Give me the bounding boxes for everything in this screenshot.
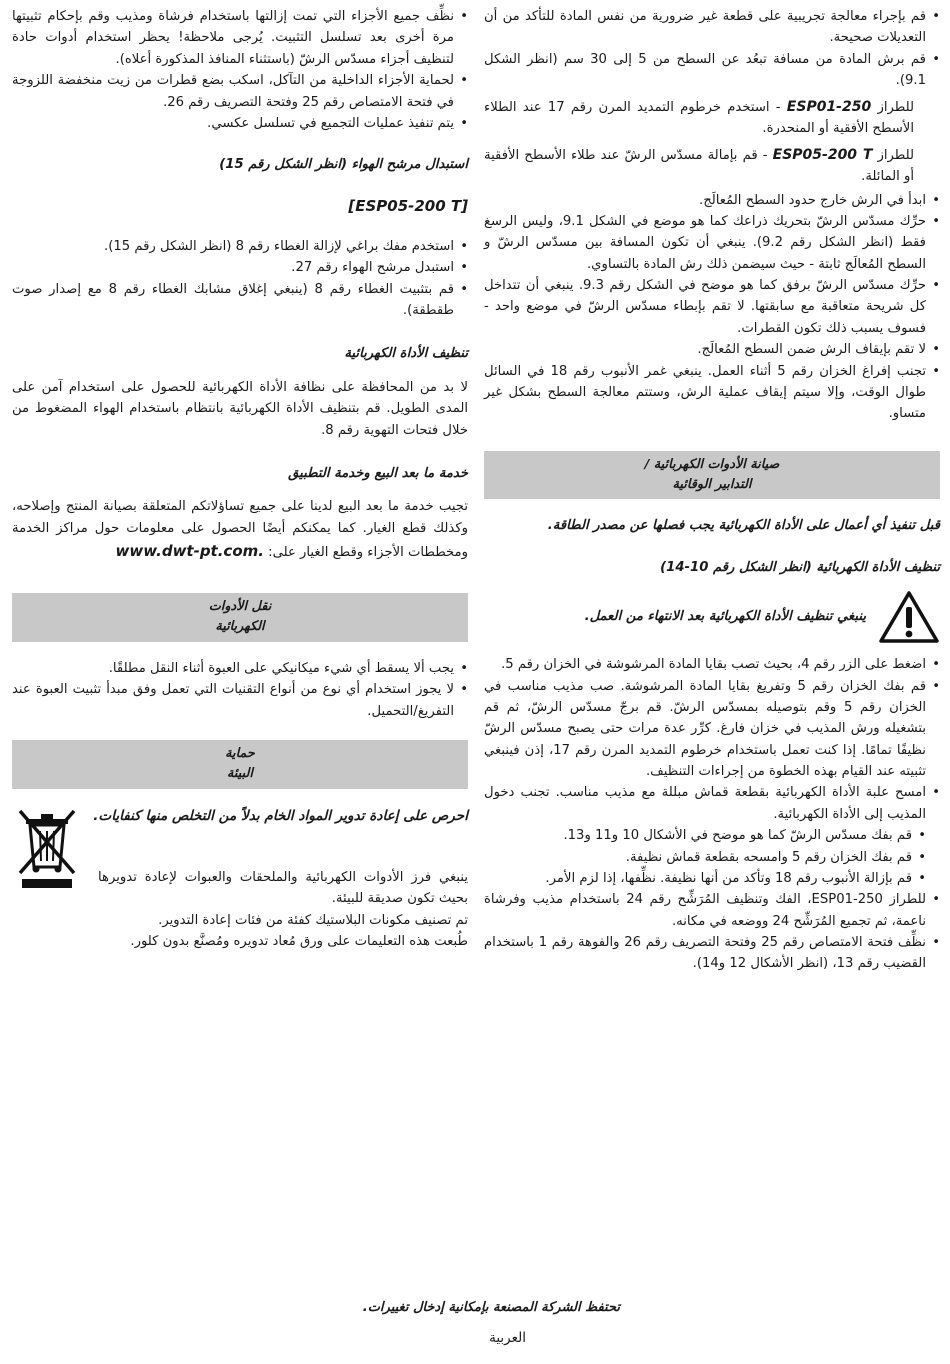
list-item: • نظِّف جميع الأجزاء التي تمت إزالتها باستخدام فرشاة ومذيب وقم بإحكام تثبيتها مرة أخرى بعد تسلسل التثبيت. يُرجى ملاحظة! يحظر استخدام أدوات حادة لتنظيف أجزاء مسدّس الرشّ (باستثناء المنافذ المذكورة أعلاه). <box>12 6 468 70</box>
recycle-bold-note: احرص على إعادة تدوير المواد الخام بدلاً من التخلص منها كنفايات. <box>93 807 468 824</box>
tool-cleaning-heading: تنظيف الأداة الكهربائية <box>344 346 468 362</box>
list-item: • استخدم مفك براغي لإزالة الغطاء رقم 8 (انظر الشكل رقم 15). <box>12 236 468 257</box>
cleaning-steps-list <box>484 654 940 975</box>
list-item: • يجب ألا يسقط أي شيء ميكانيكي على العبوة أثناء النقل مطلقًا. <box>12 658 468 679</box>
tool-cleaning-text: لا بد من المحافظة على نظافة الأداة الكهربائية للحصول على استخدام آمن على المدى الطويل. قم بتنظيف الأداة الكهربائية بانتظام باستخدام الهواء المضغوط من خلال فتحات التهوية رقم 8. <box>12 379 468 438</box>
crossed-out-bin-icon <box>12 805 82 889</box>
after-sales-heading: خدمة ما بعد البيع وخدمة التطبيق <box>288 465 468 481</box>
maintenance-section-header <box>484 451 940 500</box>
list-item: • قم بفك الخزان رقم 5 وتفريغ بقايا المادة المرشوشة. صب مذيب مناسب في الخزان رقم 5 وقم بتوصيله بمسدّس الرشّ. قم برجّ مسدّس الرشّ، ثم قم بتشغيله ورش المذيب في خزان فارغ. كرِّر عدة مرات حتى يصبح مسدّس الرشّ نظيفًا تمامًا. إذا كنت تعمل باستخدام خرطوم التمديد المرن رقم 17، إذن فينبغي تثبيته عند القيام بهذه الخطوة من إجراءات التنظيف. <box>484 676 940 783</box>
air-filter-steps-list <box>12 236 468 322</box>
model-note-text: - قم بإمالة مسدّس الرشّ عند طلاء الأسطح الأفقية أو المائلة. <box>484 147 914 185</box>
right-column <box>484 6 940 975</box>
transport-list <box>12 658 468 722</box>
recycle-sort-text: ينبغي فرز الأدوات الكهربائية والملحقات والعبوات لإعادة تدويرها بحيث تكون صديقة للبيئة. <box>98 869 468 907</box>
model-note-prefix: للطراز <box>872 147 915 163</box>
section-header-line: التدابير الوقائية <box>672 476 752 492</box>
model-note-text: - استخدم خرطوم التمديد المرن رقم 17 عند الطلاء الأسطح الأفقية أو المنحدرة. <box>484 99 914 137</box>
section-header-line: الكهربائية <box>215 619 265 635</box>
list-item: • قم بتثبيت الغطاء رقم 8 (ينبغي إغلاق مشابك الغطاء رقم 8 مع إصدار صوت طقطقة). <box>12 279 468 322</box>
list-item: • قم بفك مسدّس الرشّ كما هو موضح في الأشكال 10 و11 و13. <box>484 825 926 846</box>
model-note-esp05 <box>484 144 940 188</box>
spray-instructions-list <box>484 6 940 92</box>
list-item: • قم بإجراء معالجة تجريبية على قطعة غير ضرورية من نفس المادة للتأكد من أن التعديلات صحيحة. <box>484 6 940 49</box>
section-header-line: نقل الأدوات <box>208 599 272 615</box>
list-item: • امسح علبة الأداة الكهربائية بقطعة قماش مبللة مع مذيب مناسب. تجنب دخول المذيب إلى الأداة الكهربائية. <box>484 782 940 825</box>
list-item: • نظِّف فتحة الامتصاص رقم 25 وفتحة التصريف رقم 26 والفوهة رقم 1 باستخدام القضيب رقم 13، (انظر الأشكال 12 و14). <box>484 932 940 975</box>
website-link[interactable]: www.dwt-pt.com. <box>115 542 264 561</box>
model-heading: [ESP05-200 T] <box>348 196 468 215</box>
list-item: • قم بإزالة الأنبوب رقم 18 وتأكد من أنها نظيفة. نظِّفها، إذا لزم الأمر. <box>484 868 926 889</box>
warning-triangle-icon <box>878 590 940 644</box>
list-item: • حرِّك مسدّس الرشّ برفق كما هو موضح في الشكل رقم 9.3. ينبغي أن تتداخل كل شريحة متعاقبة مع سابقتها. لا تقم بإبطاء مسدّس الرشّ في موضع واحد - فسوف يسبب ذلك تكون القطرات. <box>484 275 940 339</box>
model-note-prefix: للطراز <box>871 99 914 115</box>
list-item: • يتم تنفيذ عمليات التجميع في تسلسل عكسي. <box>12 113 468 134</box>
list-item: • لا يجوز استخدام أي نوع من أنواع التقنيات التي تعمل وفق مبدأ تثبيت العبوة عند التفريغ/التحميل. <box>12 679 468 722</box>
air-filter-heading: استبدال مرشح الهواء (انظر الشكل رقم 15) <box>219 157 468 173</box>
list-item: • تجنب إفراغ الخزان رقم 5 أثناء العمل. ينبغي غمر الأنبوب رقم 18 في السائل طوال الوقت، وإلا سيتم إيقاف عملية الرش، وستتم معالجة السطح بشكل غير متساو. <box>484 361 940 425</box>
after-sales-body: تجيب خدمة ما بعد البيع لدينا على جميع تساؤلاتكم المتعلقة بصيانة المنتج وإصلاحه، وكذلك قطع الغيار. كما يمكنكم أيضًا الحصول على معلومات حول مراكز الخدمة ومخططات الأجزاء وقطع الغيار على: <box>12 499 468 561</box>
list-item: • لحماية الأجزاء الداخلية من التآكل، اسكب بضع قطرات من زيت منخفضة اللزوجة في فتحة الامتصاص رقم 25 وفتحة التصريف رقم 26. <box>12 70 468 113</box>
language-label: العربية <box>489 1330 526 1346</box>
list-item: • لا تقم بإيقاف الرش ضمن السطح المُعالَج. <box>484 339 940 360</box>
list-item: • اضغط على الزر رقم 4، بحيث تصب بقايا المادة المرشوشة في الخزان رقم 5. <box>484 654 940 675</box>
recycle-text-block <box>92 805 468 827</box>
disconnect-warning: قبل تنفيذ أي أعمال على الأداة الكهربائية يجب فصلها عن مصدر الطاقة. <box>547 518 940 534</box>
list-item: • حرِّك مسدّس الرشّ بتحريك ذراعك كما هو موضع في الشكل 9.1، وليس الرسغ فقط (انظر الشكل رقم 9.2). ينبغي أن تكون المسافة بين مسدّس الرشّ و السطح المُعالَج ثابتة - حيث سيضمن ذلك رش المادة بالتساوي. <box>484 211 940 275</box>
recycle-paper-text: طُبعت هذه التعليمات على ورق مُعاد تدويره ومُصنَّع بدون كلور. <box>130 933 468 949</box>
list-item: • استبدل مرشح الهواء رقم 27. <box>12 257 468 278</box>
cleaning-warning-row <box>484 590 940 644</box>
list-item: • قم برش المادة من مسافة تبعُد عن السطح من 5 إلى 30 سم (انظر الشكل 9.1). <box>484 49 940 92</box>
manufacturer-changes-note: تحتفظ الشركة المصنعة بإمكانية إدخال تغييرات. <box>362 1300 620 1315</box>
cleaning-warning-text: ينبغي تنظيف الأداة الكهربائية بعد الانتهاء من العمل. <box>584 609 866 625</box>
list-item: • للطراز ESP01-250، الفك وتنظيف المُرَشِّح رقم 24 باستخدام مذيب وفرشاة ناعمة، ثم تجميع المُرَشِّح 24 ووضعه في مكانه. <box>484 889 940 932</box>
left-column <box>12 6 468 952</box>
environment-section-header <box>12 740 468 789</box>
list-item: • قم بفك الخزان رقم 5 وامسحه بقطعة قماش نظيفة. <box>484 847 926 868</box>
reassembly-list <box>12 6 468 134</box>
section-header-line: صيانة الأدوات الكهربائية / <box>644 456 780 472</box>
cleaning-heading: تنظيف الأداة الكهربائية (انظر الشكل رقم 10-14) <box>660 559 940 575</box>
model-code: ESP01-250 <box>786 98 872 115</box>
spray-technique-list <box>484 190 940 425</box>
recycle-plastic-text: تم تصنيف مكونات البلاستيك كفئة من فئات إعادة التدوير. <box>158 912 468 928</box>
section-header-line: حماية <box>225 746 255 762</box>
list-item: • ابدأ في الرش خارج حدود السطح المُعالَج. <box>484 190 940 211</box>
after-sales-text <box>12 496 468 563</box>
transport-section-header <box>12 593 468 642</box>
section-header-line: البيئة <box>227 766 253 782</box>
model-note-esp01 <box>484 96 940 140</box>
model-code: ESP05-200 T <box>772 146 873 163</box>
